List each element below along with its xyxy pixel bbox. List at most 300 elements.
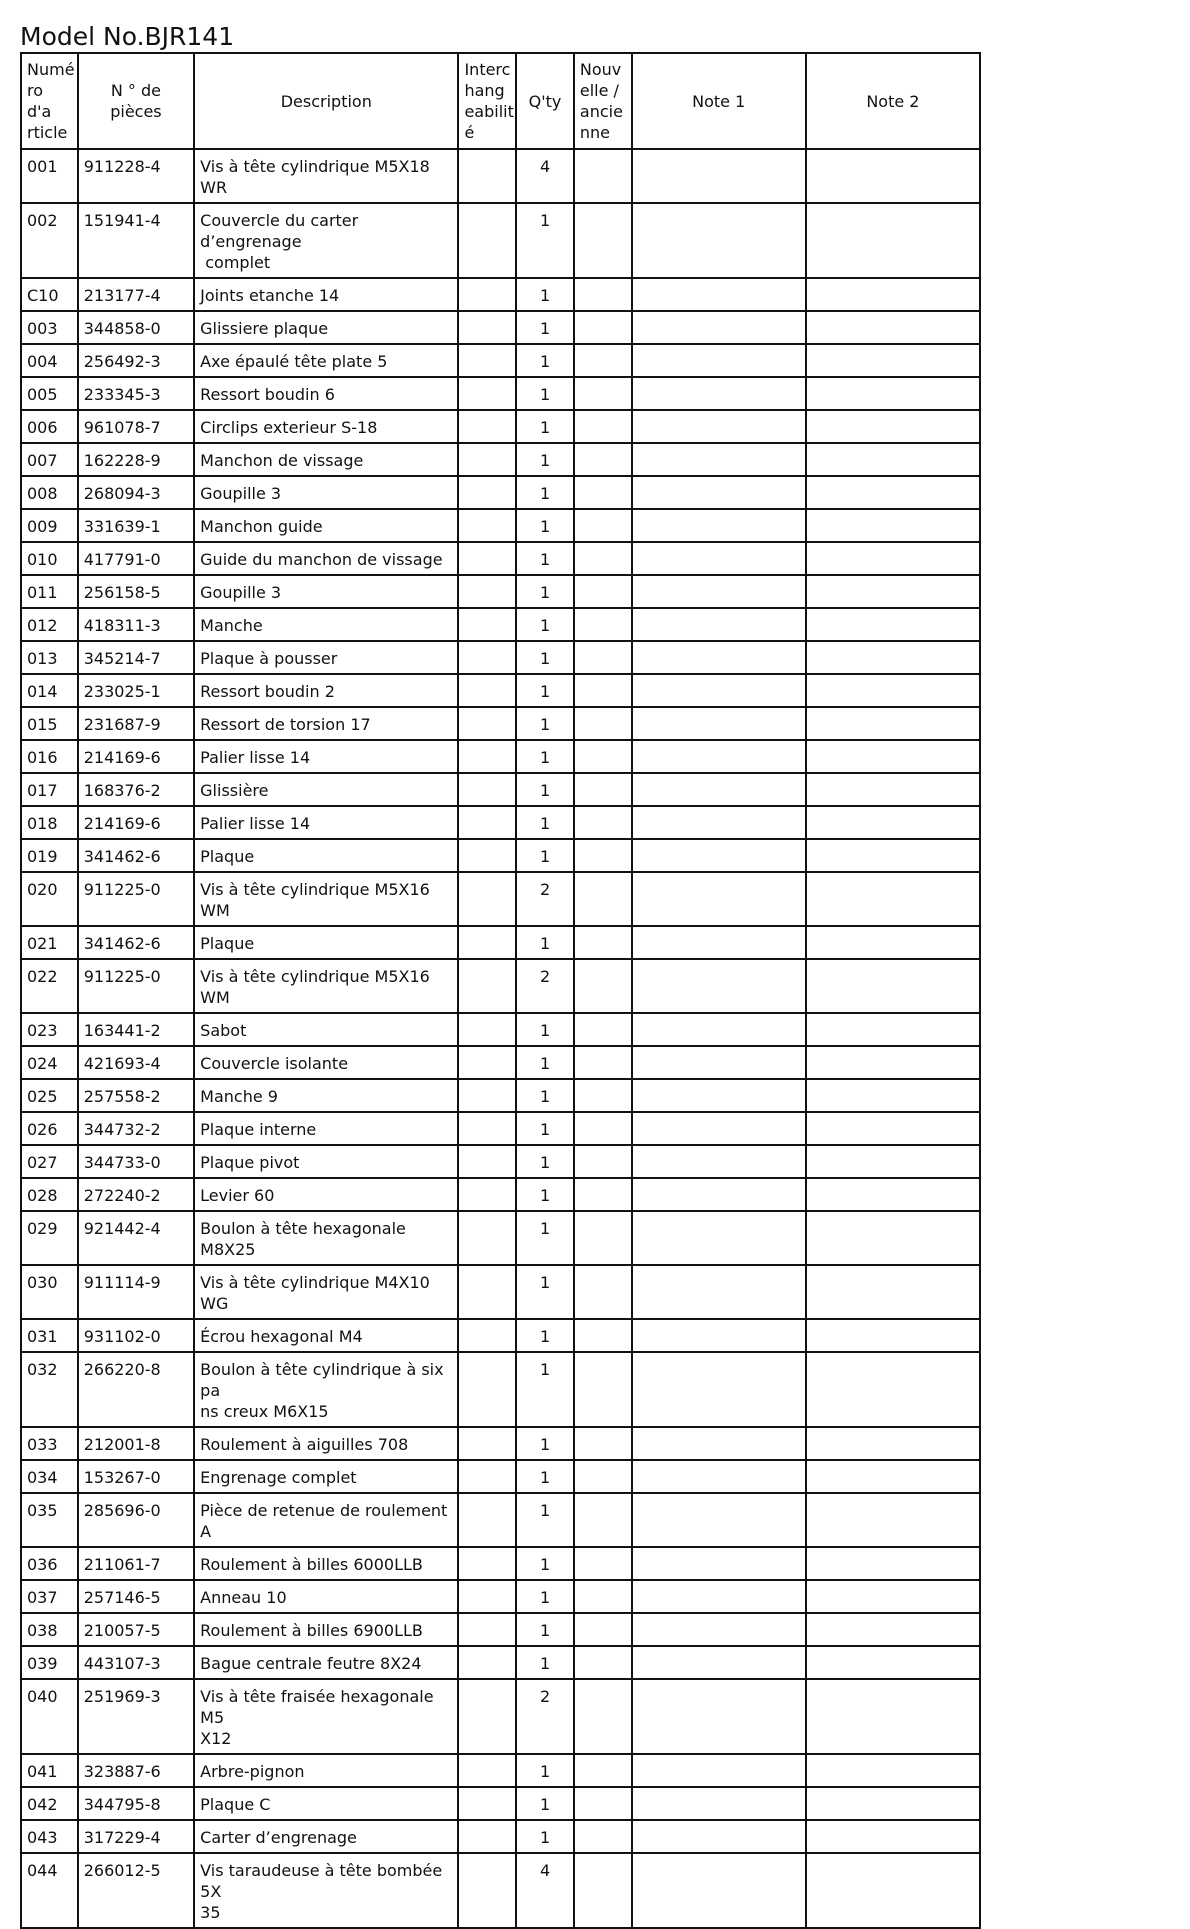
table-row (21, 1145, 980, 1178)
cell-new-old (574, 740, 632, 773)
cell-note-1 (632, 806, 806, 839)
cell-new-old (574, 278, 632, 311)
cell-description: Boulon à tête hexagonale M8X25 (194, 1211, 458, 1265)
cell-part-number: 272240-2 (78, 1178, 194, 1211)
cell-interchangeability (458, 1547, 516, 1580)
cell-item-number: 012 (21, 608, 78, 641)
cell-quantity: 1 (516, 1178, 574, 1211)
cell-description: Plaque interne (194, 1112, 458, 1145)
cell-quantity: 2 (516, 959, 574, 1013)
table-row (21, 278, 980, 311)
cell-note-2 (806, 1013, 980, 1046)
cell-description: Plaque C (194, 1787, 458, 1820)
cell-note-1 (632, 1178, 806, 1211)
cell-new-old (574, 1493, 632, 1547)
cell-note-1 (632, 149, 806, 203)
model-title: Model No.BJR141 (20, 22, 235, 51)
cell-new-old (574, 839, 632, 872)
cell-description: Goupille 3 (194, 575, 458, 608)
cell-quantity: 1 (516, 203, 574, 278)
cell-description: Axe épaulé tête plate 5 (194, 344, 458, 377)
cell-new-old (574, 1547, 632, 1580)
table-row (21, 707, 980, 740)
cell-item-number: 019 (21, 839, 78, 872)
cell-interchangeability (458, 1427, 516, 1460)
cell-interchangeability (458, 1112, 516, 1145)
cell-item-number: 001 (21, 149, 78, 203)
cell-new-old (574, 1853, 632, 1928)
cell-note-1 (632, 641, 806, 674)
cell-item-number: 043 (21, 1820, 78, 1853)
cell-interchangeability (458, 476, 516, 509)
cell-note-2 (806, 1145, 980, 1178)
cell-interchangeability (458, 1787, 516, 1820)
cell-note-2 (806, 1046, 980, 1079)
cell-item-number: 025 (21, 1079, 78, 1112)
cell-quantity: 1 (516, 542, 574, 575)
table-row (21, 959, 980, 1013)
cell-interchangeability (458, 1820, 516, 1853)
cell-note-2 (806, 1460, 980, 1493)
cell-note-1 (632, 410, 806, 443)
cell-part-number: 211061-7 (78, 1547, 194, 1580)
table-row (21, 1112, 980, 1145)
cell-description: Vis à tête fraisée hexagonale M5 X12 (194, 1679, 458, 1754)
cell-description: Palier lisse 14 (194, 740, 458, 773)
cell-quantity: 1 (516, 1580, 574, 1613)
cell-quantity: 1 (516, 806, 574, 839)
cell-interchangeability (458, 278, 516, 311)
cell-part-number: 233345-3 (78, 377, 194, 410)
cell-part-number: 331639-1 (78, 509, 194, 542)
cell-item-number: 021 (21, 926, 78, 959)
cell-interchangeability (458, 773, 516, 806)
cell-description: Roulement à aiguilles 708 (194, 1427, 458, 1460)
cell-note-1 (632, 476, 806, 509)
cell-description: Anneau 10 (194, 1580, 458, 1613)
cell-part-number: 162228-9 (78, 443, 194, 476)
cell-item-number: 017 (21, 773, 78, 806)
table-row (21, 311, 980, 344)
cell-note-2 (806, 443, 980, 476)
cell-note-2 (806, 509, 980, 542)
cell-new-old (574, 1580, 632, 1613)
cell-description: Boulon à tête cylindrique à six pa ns creux M6X15 (194, 1352, 458, 1427)
cell-quantity: 1 (516, 1754, 574, 1787)
cell-part-number: 212001-8 (78, 1427, 194, 1460)
cell-quantity: 1 (516, 839, 574, 872)
cell-note-2 (806, 1787, 980, 1820)
cell-note-2 (806, 575, 980, 608)
cell-note-2 (806, 926, 980, 959)
table-row (21, 674, 980, 707)
cell-item-number: 003 (21, 311, 78, 344)
cell-part-number: 153267-0 (78, 1460, 194, 1493)
cell-note-2 (806, 1319, 980, 1352)
cell-part-number: 251969-3 (78, 1679, 194, 1754)
cell-quantity: 1 (516, 509, 574, 542)
table-row (21, 1265, 980, 1319)
cell-part-number: 257558-2 (78, 1079, 194, 1112)
cell-item-number: 020 (21, 872, 78, 926)
cell-note-1 (632, 872, 806, 926)
cell-note-1 (632, 311, 806, 344)
cell-new-old (574, 1046, 632, 1079)
cell-note-2 (806, 959, 980, 1013)
cell-part-number: 911225-0 (78, 959, 194, 1013)
cell-description: Vis à tête cylindrique M4X10 WG (194, 1265, 458, 1319)
cell-description: Palier lisse 14 (194, 806, 458, 839)
cell-note-2 (806, 542, 980, 575)
cell-interchangeability (458, 674, 516, 707)
table-row (21, 839, 980, 872)
cell-note-2 (806, 1112, 980, 1145)
table-row (21, 1460, 980, 1493)
cell-description: Vis à tête cylindrique M5X18 WR (194, 149, 458, 203)
cell-new-old (574, 575, 632, 608)
cell-part-number: 163441-2 (78, 1013, 194, 1046)
cell-interchangeability (458, 926, 516, 959)
header-interchangeability: Interc hang eabilit é (458, 53, 516, 149)
table-row (21, 641, 980, 674)
cell-description: Plaque à pousser (194, 641, 458, 674)
cell-note-2 (806, 740, 980, 773)
cell-part-number: 344733-0 (78, 1145, 194, 1178)
cell-description: Ressort de torsion 17 (194, 707, 458, 740)
table-row (21, 608, 980, 641)
cell-note-1 (632, 443, 806, 476)
cell-part-number: 345214-7 (78, 641, 194, 674)
cell-item-number: 041 (21, 1754, 78, 1787)
cell-part-number: 210057-5 (78, 1613, 194, 1646)
table-row (21, 926, 980, 959)
cell-note-2 (806, 1853, 980, 1928)
cell-new-old (574, 1013, 632, 1046)
cell-description: Glissiere plaque (194, 311, 458, 344)
cell-note-1 (632, 1112, 806, 1145)
cell-note-2 (806, 1580, 980, 1613)
cell-part-number: 911114-9 (78, 1265, 194, 1319)
cell-new-old (574, 311, 632, 344)
cell-item-number: 039 (21, 1646, 78, 1679)
cell-quantity: 4 (516, 1853, 574, 1928)
cell-description: Bague centrale feutre 8X24 (194, 1646, 458, 1679)
cell-interchangeability (458, 1352, 516, 1427)
table-row (21, 1493, 980, 1547)
cell-note-1 (632, 1853, 806, 1928)
cell-quantity: 1 (516, 1352, 574, 1427)
cell-note-1 (632, 1613, 806, 1646)
cell-quantity: 1 (516, 608, 574, 641)
cell-item-number: 009 (21, 509, 78, 542)
table-row (21, 203, 980, 278)
cell-note-1 (632, 1460, 806, 1493)
cell-quantity: 1 (516, 1493, 574, 1547)
header-new-old: Nouv elle / ancie nne (574, 53, 632, 149)
cell-quantity: 2 (516, 872, 574, 926)
header-description: Description (194, 53, 458, 149)
table-row (21, 806, 980, 839)
table-header (21, 53, 980, 149)
cell-note-1 (632, 1493, 806, 1547)
cell-note-2 (806, 1613, 980, 1646)
cell-part-number: 921442-4 (78, 1211, 194, 1265)
cell-quantity: 1 (516, 707, 574, 740)
cell-interchangeability (458, 311, 516, 344)
cell-note-1 (632, 344, 806, 377)
cell-interchangeability (458, 959, 516, 1013)
cell-note-1 (632, 1427, 806, 1460)
table-row (21, 1319, 980, 1352)
table-row (21, 1079, 980, 1112)
cell-note-1 (632, 740, 806, 773)
cell-item-number: 030 (21, 1265, 78, 1319)
cell-item-number: 018 (21, 806, 78, 839)
cell-new-old (574, 926, 632, 959)
cell-interchangeability (458, 1853, 516, 1928)
cell-new-old (574, 641, 632, 674)
cell-description: Vis à tête cylindrique M5X16 WM (194, 959, 458, 1013)
cell-note-1 (632, 707, 806, 740)
cell-description: Circlips exterieur S-18 (194, 410, 458, 443)
cell-interchangeability (458, 1013, 516, 1046)
cell-quantity: 1 (516, 740, 574, 773)
cell-new-old (574, 674, 632, 707)
cell-part-number: 931102-0 (78, 1319, 194, 1352)
cell-item-number: 022 (21, 959, 78, 1013)
cell-interchangeability (458, 1046, 516, 1079)
cell-new-old (574, 1787, 632, 1820)
cell-new-old (574, 1079, 632, 1112)
cell-part-number: 256158-5 (78, 575, 194, 608)
cell-quantity: 1 (516, 1013, 574, 1046)
cell-note-2 (806, 773, 980, 806)
cell-note-2 (806, 1178, 980, 1211)
header-row (21, 53, 980, 149)
cell-new-old (574, 1754, 632, 1787)
cell-item-number: 005 (21, 377, 78, 410)
cell-quantity: 1 (516, 377, 574, 410)
cell-part-number: 911225-0 (78, 872, 194, 926)
cell-note-2 (806, 1493, 980, 1547)
cell-part-number: 341462-6 (78, 926, 194, 959)
cell-new-old (574, 476, 632, 509)
cell-description: Couvercle isolante (194, 1046, 458, 1079)
table-row (21, 1013, 980, 1046)
cell-interchangeability (458, 608, 516, 641)
cell-part-number: 213177-4 (78, 278, 194, 311)
cell-quantity: 1 (516, 1112, 574, 1145)
table-row (21, 1646, 980, 1679)
cell-note-2 (806, 839, 980, 872)
cell-item-number: C10 (21, 278, 78, 311)
cell-note-1 (632, 1319, 806, 1352)
cell-quantity: 1 (516, 1427, 574, 1460)
table-row (21, 509, 980, 542)
cell-interchangeability (458, 443, 516, 476)
cell-interchangeability (458, 740, 516, 773)
cell-new-old (574, 377, 632, 410)
cell-description: Manchon de vissage (194, 443, 458, 476)
cell-item-number: 038 (21, 1613, 78, 1646)
cell-part-number: 151941-4 (78, 203, 194, 278)
cell-interchangeability (458, 1580, 516, 1613)
cell-item-number: 014 (21, 674, 78, 707)
cell-note-1 (632, 1352, 806, 1427)
cell-note-1 (632, 1079, 806, 1112)
table-row (21, 1820, 980, 1853)
table-row (21, 773, 980, 806)
cell-interchangeability (458, 149, 516, 203)
table-body (21, 149, 980, 1928)
cell-interchangeability (458, 344, 516, 377)
cell-item-number: 032 (21, 1352, 78, 1427)
cell-description: Écrou hexagonal M4 (194, 1319, 458, 1352)
cell-quantity: 1 (516, 410, 574, 443)
table-row (21, 1754, 980, 1787)
cell-new-old (574, 1265, 632, 1319)
cell-interchangeability (458, 1460, 516, 1493)
cell-item-number: 044 (21, 1853, 78, 1928)
cell-new-old (574, 509, 632, 542)
cell-interchangeability (458, 1178, 516, 1211)
cell-description: Levier 60 (194, 1178, 458, 1211)
cell-quantity: 1 (516, 1046, 574, 1079)
cell-new-old (574, 806, 632, 839)
cell-interchangeability (458, 509, 516, 542)
table-row (21, 1352, 980, 1427)
cell-new-old (574, 443, 632, 476)
cell-new-old (574, 1112, 632, 1145)
cell-note-2 (806, 1427, 980, 1460)
cell-note-1 (632, 608, 806, 641)
cell-part-number: 214169-6 (78, 740, 194, 773)
cell-note-1 (632, 674, 806, 707)
cell-new-old (574, 344, 632, 377)
cell-note-2 (806, 1211, 980, 1265)
cell-quantity: 1 (516, 1613, 574, 1646)
cell-quantity: 1 (516, 773, 574, 806)
cell-note-1 (632, 926, 806, 959)
table-row (21, 377, 980, 410)
cell-interchangeability (458, 1754, 516, 1787)
cell-quantity: 4 (516, 149, 574, 203)
cell-new-old (574, 773, 632, 806)
cell-item-number: 007 (21, 443, 78, 476)
cell-description: Vis taraudeuse à tête bombée 5X 35 (194, 1853, 458, 1928)
table-row (21, 1853, 980, 1928)
cell-quantity: 1 (516, 641, 574, 674)
cell-part-number: 285696-0 (78, 1493, 194, 1547)
cell-part-number: 323887-6 (78, 1754, 194, 1787)
cell-item-number: 010 (21, 542, 78, 575)
cell-note-2 (806, 707, 980, 740)
cell-item-number: 004 (21, 344, 78, 377)
cell-description: Glissière (194, 773, 458, 806)
cell-item-number: 034 (21, 1460, 78, 1493)
cell-item-number: 011 (21, 575, 78, 608)
cell-description: Joints etanche 14 (194, 278, 458, 311)
table-row (21, 575, 980, 608)
cell-new-old (574, 707, 632, 740)
table-row (21, 344, 980, 377)
cell-interchangeability (458, 707, 516, 740)
cell-part-number: 266220-8 (78, 1352, 194, 1427)
cell-note-2 (806, 149, 980, 203)
cell-interchangeability (458, 839, 516, 872)
cell-part-number: 231687-9 (78, 707, 194, 740)
cell-new-old (574, 1679, 632, 1754)
cell-part-number: 418311-3 (78, 608, 194, 641)
cell-description: Ressort boudin 2 (194, 674, 458, 707)
cell-interchangeability (458, 1613, 516, 1646)
cell-note-2 (806, 674, 980, 707)
cell-interchangeability (458, 1265, 516, 1319)
cell-note-2 (806, 344, 980, 377)
cell-note-1 (632, 959, 806, 1013)
cell-note-1 (632, 203, 806, 278)
cell-description: Arbre-pignon (194, 1754, 458, 1787)
cell-note-1 (632, 1145, 806, 1178)
cell-interchangeability (458, 377, 516, 410)
cell-description: Plaque pivot (194, 1145, 458, 1178)
cell-interchangeability (458, 806, 516, 839)
cell-part-number: 268094-3 (78, 476, 194, 509)
cell-note-1 (632, 1046, 806, 1079)
cell-description: Vis à tête cylindrique M5X16 WM (194, 872, 458, 926)
cell-quantity: 1 (516, 1547, 574, 1580)
table-row (21, 1679, 980, 1754)
cell-note-2 (806, 1265, 980, 1319)
cell-part-number: 257146-5 (78, 1580, 194, 1613)
cell-new-old (574, 1460, 632, 1493)
cell-item-number: 015 (21, 707, 78, 740)
cell-part-number: 168376-2 (78, 773, 194, 806)
header-note-1: Note 1 (632, 53, 806, 149)
table-row (21, 1178, 980, 1211)
cell-note-2 (806, 1679, 980, 1754)
cell-item-number: 036 (21, 1547, 78, 1580)
cell-quantity: 1 (516, 1787, 574, 1820)
cell-interchangeability (458, 203, 516, 278)
cell-note-1 (632, 542, 806, 575)
cell-quantity: 1 (516, 1265, 574, 1319)
cell-note-2 (806, 1547, 980, 1580)
cell-note-1 (632, 1013, 806, 1046)
cell-interchangeability (458, 1493, 516, 1547)
cell-new-old (574, 149, 632, 203)
cell-quantity: 1 (516, 1079, 574, 1112)
cell-part-number: 417791-0 (78, 542, 194, 575)
cell-interchangeability (458, 542, 516, 575)
cell-description: Plaque (194, 839, 458, 872)
cell-interchangeability (458, 1211, 516, 1265)
cell-item-number: 029 (21, 1211, 78, 1265)
cell-item-number: 016 (21, 740, 78, 773)
cell-item-number: 026 (21, 1112, 78, 1145)
cell-note-1 (632, 1820, 806, 1853)
cell-quantity: 1 (516, 311, 574, 344)
cell-new-old (574, 542, 632, 575)
cell-item-number: 042 (21, 1787, 78, 1820)
cell-description: Plaque (194, 926, 458, 959)
cell-note-1 (632, 278, 806, 311)
cell-description: Ressort boudin 6 (194, 377, 458, 410)
cell-item-number: 013 (21, 641, 78, 674)
table-row (21, 443, 980, 476)
cell-note-1 (632, 1547, 806, 1580)
cell-item-number: 008 (21, 476, 78, 509)
